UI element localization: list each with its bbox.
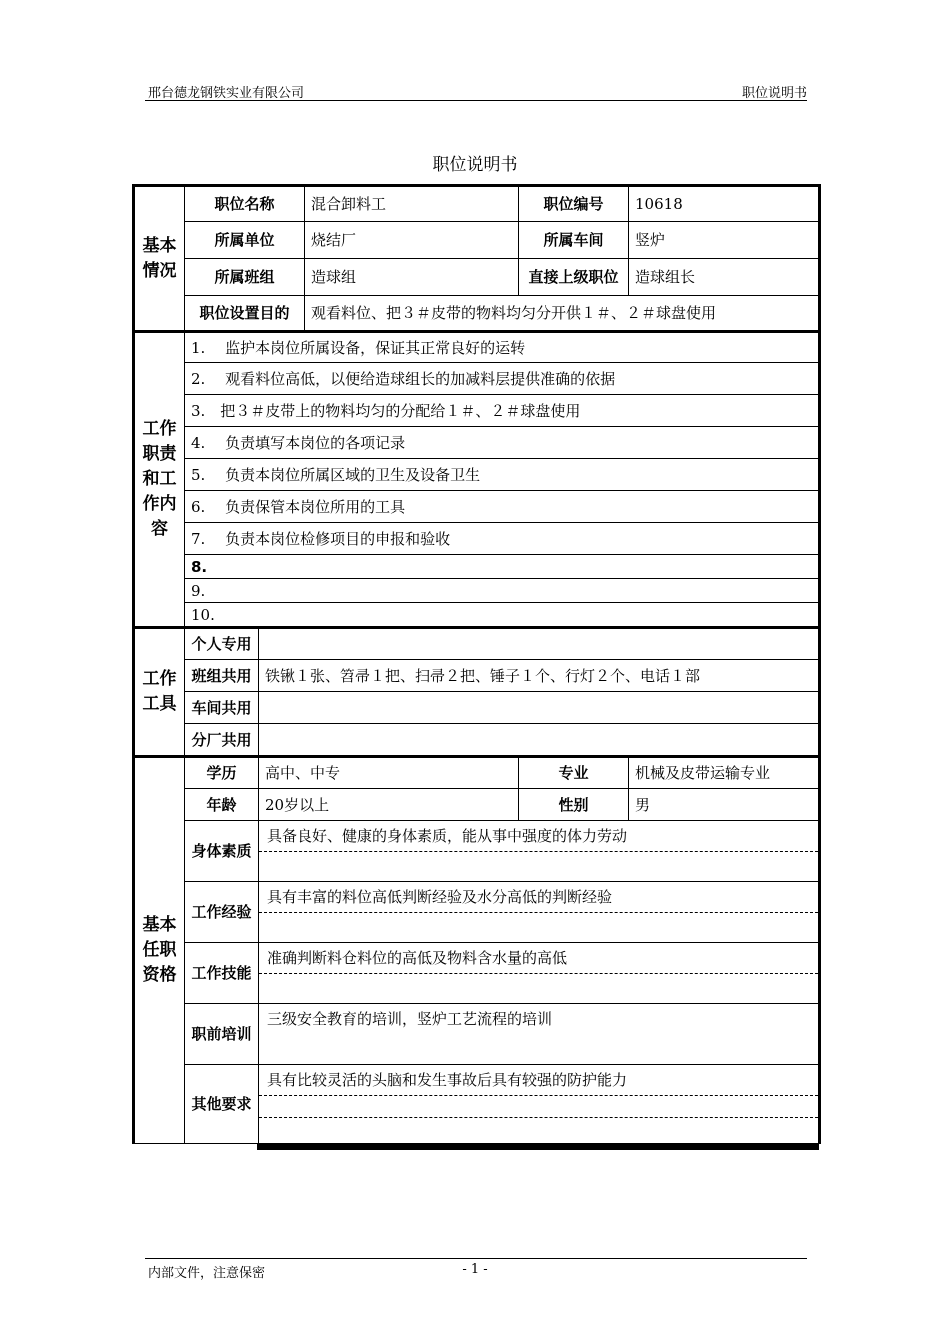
tools-workshop-value (259, 692, 820, 724)
tools-team-label: 班组共用 (185, 660, 259, 692)
team-value: 造球组 (305, 259, 519, 296)
position-name-value: 混合卸料工 (305, 186, 519, 222)
workshop-value: 竖炉 (629, 222, 820, 259)
section-basic-info: 基本情况 (134, 186, 185, 332)
age-label: 年龄 (185, 789, 259, 821)
skills-label: 工作技能 (185, 943, 259, 1004)
experience-value: 具有丰富的料位高低判断经验及水分高低的判断经验 (267, 888, 613, 906)
gender-label: 性别 (519, 789, 629, 821)
position-name-label: 职位名称 (185, 186, 305, 222)
education-value: 高中、中专 (259, 757, 519, 789)
duty-item-6: 6. 负责保管本岗位所用的工具 (185, 491, 820, 523)
tools-personal-label: 个人专用 (185, 628, 259, 660)
tools-workshop-label: 车间共用 (185, 692, 259, 724)
position-code-value: 10618 (629, 186, 820, 222)
header-company: 邢台德龙钢铁实业有限公司 (148, 86, 305, 101)
tools-team-value: 铁锹１张、笤帚１把、扫帚２把、锤子１个、行灯２个、电话１部 (259, 660, 820, 692)
education-label: 学历 (185, 757, 259, 789)
table-shadow (257, 1143, 819, 1150)
workshop-label: 所属车间 (519, 222, 629, 259)
tools-plant-label: 分厂共用 (185, 724, 259, 757)
duty-item-10: 10. (185, 603, 820, 628)
experience-label: 工作经验 (185, 882, 259, 943)
dashed-rule (259, 973, 818, 974)
tools-personal-value (259, 628, 820, 660)
other-value: 具有比较灵活的头脑和发生事故后具有较强的防护能力 (267, 1071, 628, 1089)
footer-confidential-note: 内部文件，注意保密 (148, 1266, 266, 1281)
major-value: 机械及皮带运输专业 (629, 757, 820, 789)
tools-plant-value (259, 724, 820, 757)
purpose-label: 职位设置目的 (185, 296, 305, 332)
purpose-value: 观看料位、把３＃皮带的物料均匀分开供１＃、２＃球盘使用 (305, 296, 820, 332)
section-tools: 工作工具 (134, 628, 185, 757)
dashed-rule (259, 851, 818, 852)
physical-value: 具备良好、健康的身体素质，能从事中强度的体力劳动 (267, 827, 628, 845)
job-description-table (132, 184, 818, 1144)
unit-value: 烧结厂 (305, 222, 519, 259)
duty-item-8: 8. (185, 555, 820, 579)
section-duties: 工作职责和工作内容 (134, 332, 185, 628)
duty-item-4: 4. 负责填写本岗位的各项记录 (185, 427, 820, 459)
duty-item-2: 2. 观看料位高低，以便给造球组长的加减料层提供准确的依据 (185, 363, 820, 395)
gender-value: 男 (629, 789, 820, 821)
footer-page-number: - 1 - (462, 1262, 488, 1277)
superior-label: 直接上级职位 (519, 259, 629, 296)
section-qualifications: 基本任职资格 (134, 757, 185, 1144)
physical-label: 身体素质 (185, 821, 259, 882)
position-code-label: 职位编号 (519, 186, 629, 222)
dashed-rule (259, 1117, 818, 1118)
other-label: 其他要求 (185, 1065, 259, 1144)
duty-item-5: 5. 负责本岗位所属区域的卫生及设备卫生 (185, 459, 820, 491)
skills-value: 准确判断料仓料位的高低及物料含水量的高低 (267, 949, 568, 967)
training-label: 职前培训 (185, 1004, 259, 1065)
superior-value: 造球组长 (629, 259, 820, 296)
major-label: 专业 (519, 757, 629, 789)
footer-rule (145, 1258, 807, 1259)
team-label: 所属班组 (185, 259, 305, 296)
header-rule (145, 100, 807, 101)
duty-item-9: 9. (185, 579, 820, 603)
document-title: 职位说明书 (432, 155, 518, 175)
training-value: 三级安全教育的培训，竖炉工艺流程的培训 (267, 1010, 553, 1028)
unit-label: 所属单位 (185, 222, 305, 259)
duty-item-7: 7. 负责本岗位检修项目的申报和验收 (185, 523, 820, 555)
age-value: 20岁以上 (259, 789, 519, 821)
duty-item-1: 1. 监护本岗位所属设备，保证其正常良好的运转 (185, 332, 820, 363)
dashed-rule (259, 912, 818, 913)
header-doc-type: 职位说明书 (741, 86, 807, 101)
duty-item-3: 3. 把３＃皮带上的物料均匀的分配给１＃、２＃球盘使用 (185, 395, 820, 427)
